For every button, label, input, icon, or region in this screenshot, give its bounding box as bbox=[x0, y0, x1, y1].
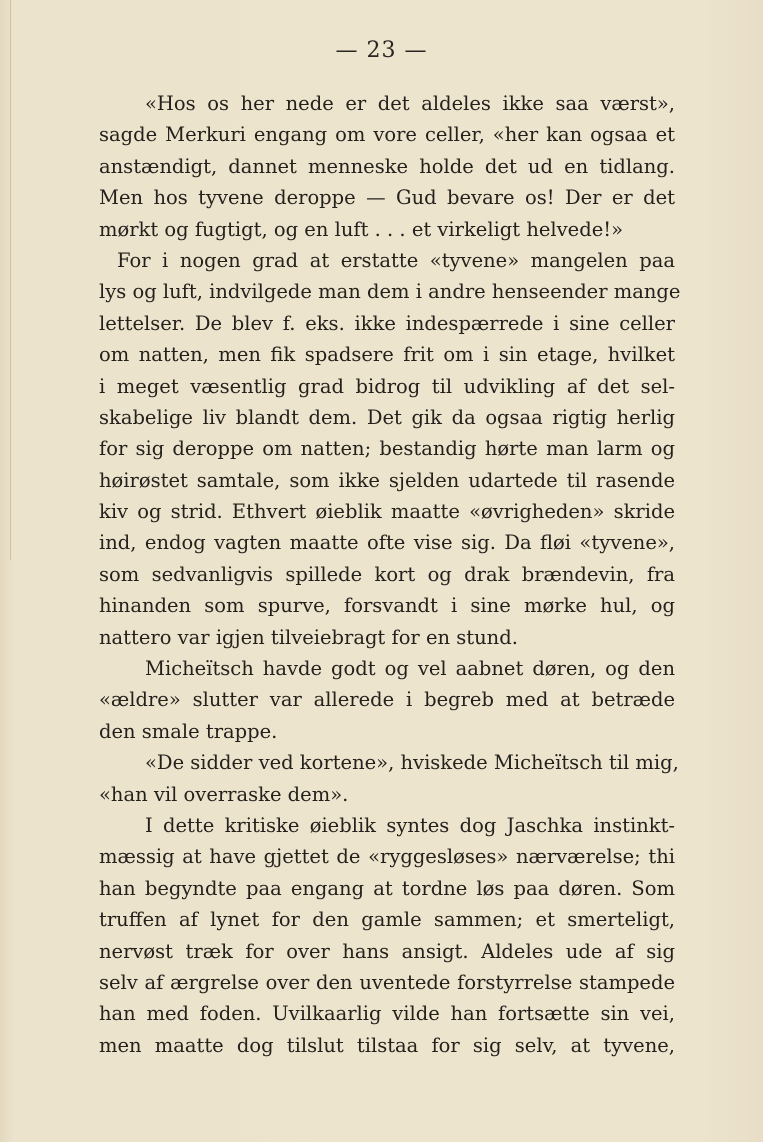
text-line: i meget væsentlig grad bidrog til udvikling af det sel- bbox=[99, 374, 675, 398]
text-line: I dette kritiske øieblik syntes dog Jaschka instinkt- bbox=[145, 813, 675, 837]
text-line: for sig deroppe om natten; bestandig hørte man larm og bbox=[99, 437, 675, 461]
text-line: For i nogen grad at erstatte «tyvene» mangelen paa bbox=[117, 248, 675, 272]
text-line: lettelser. De blev f. eks. ikke indespærrede i sine celler bbox=[99, 311, 675, 335]
text-line: truffen af lynet for den gamle sammen; et smerteligt, bbox=[99, 908, 675, 932]
text-line: nattero var igjen tilveiebragt for en stund. bbox=[99, 625, 518, 649]
text-line: han begyndte paa engang at tordne løs paa døren. Som bbox=[99, 876, 675, 900]
text-line: ind, endog vagten maatte ofte vise sig. Da fløi «tyvene», bbox=[99, 531, 675, 555]
text-line: «han vil overraske dem». bbox=[99, 782, 349, 806]
text-line: mæssig at have gjettet de «ryggesløses» nærværelse; thi bbox=[99, 845, 675, 869]
text-line: høirøstet samtale, som ikke sjelden udartede til rasende bbox=[99, 468, 675, 492]
text-line: mørkt og fugtigt, og en luft . . . et virkeligt helvede!» bbox=[99, 217, 624, 241]
text-line: anstændigt, dannet menneske holde det ud en tidlang. bbox=[99, 154, 675, 178]
text-line: sagde Merkuri engang om vore celler, «her kan ogsaa et bbox=[99, 123, 675, 147]
text-line: skabelige liv blandt dem. Det gik da ogsaa rigtig herlig bbox=[99, 405, 675, 429]
body-text bbox=[99, 88, 681, 1061]
text-line: om natten, men fik spadsere frit om i sin etage, hvilket bbox=[99, 343, 675, 367]
text-line: lys og luft, indvilgede man dem i andre henseender mange bbox=[99, 280, 681, 304]
text-line: han med foden. Uvilkaarlig vilde han fortsætte sin vei, bbox=[99, 1002, 675, 1026]
text-line: Micheïtsch havde godt og vel aabnet døren, og den bbox=[145, 657, 675, 681]
page-edge bbox=[0, 0, 11, 560]
text-line: «De sidder ved kortene», hviskede Micheïtsch til mig, bbox=[145, 751, 679, 775]
text-line: den smale trappe. bbox=[99, 719, 278, 743]
text-line: nervøst træk for over hans ansigt. Aldeles ude af sig bbox=[99, 939, 675, 963]
text-line: som sedvanligvis spillede kort og drak brændevin, fra bbox=[99, 562, 675, 586]
page-number: — 23 — bbox=[335, 38, 428, 63]
text-line: «ældre» slutter var allerede i begreb med at betræde bbox=[99, 688, 675, 712]
text-line: selv af ærgrelse over den uventede forstyrrelse stampede bbox=[99, 970, 675, 994]
text-line: «Hos os her nede er det aldeles ikke saa værst», bbox=[145, 92, 675, 115]
text-line: hinanden som spurve, forsvandt i sine mørke hul, og bbox=[99, 594, 675, 618]
text-line: men maatte dog tilslut tilstaa for sig selv, at tyvene, bbox=[99, 1033, 675, 1057]
text-line: Men hos tyvene deroppe — Gud bevare os! Der er det bbox=[99, 186, 675, 210]
text-line: kiv og strid. Ethvert øieblik maatte «øvrigheden» skride bbox=[99, 500, 675, 524]
